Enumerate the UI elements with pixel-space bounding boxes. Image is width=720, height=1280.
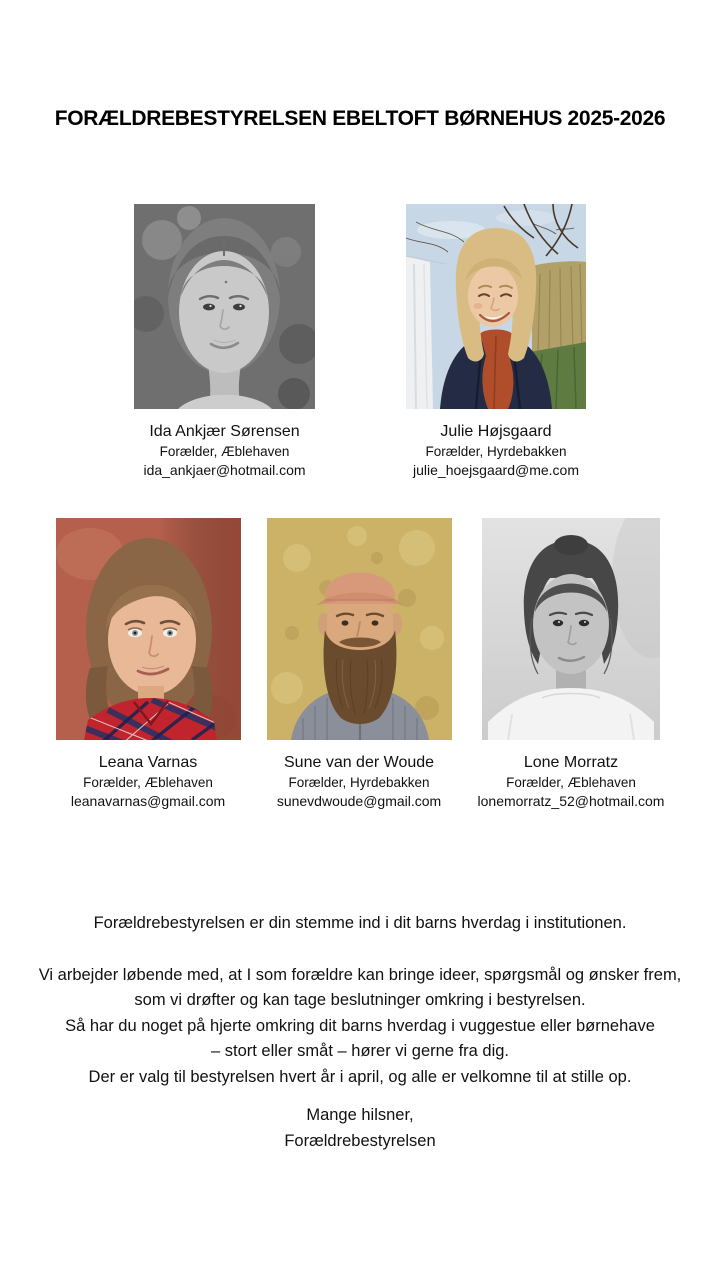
photo-sune — [267, 518, 452, 740]
portrait-photo-leana — [56, 518, 241, 740]
person-name: Ida Ankjær Sørensen — [149, 423, 300, 440]
portrait-photo-sune — [267, 518, 452, 740]
portrait-photo-lone — [482, 518, 660, 740]
signoff — [0, 1103, 720, 1154]
photo-julie — [406, 204, 586, 409]
person-card-lone — [478, 518, 665, 811]
person-card-sune — [267, 518, 452, 811]
info-line: Der er valg til bestyrelsen hvert år i april, og alle er velkomne til at stille op. — [88, 1067, 632, 1086]
person-name: Julie Højsgaard — [440, 423, 552, 440]
info-line: – stort eller småt – hører vi gerne fra dig. — [210, 1042, 510, 1060]
info-paragraph — [0, 963, 720, 1091]
person-name: Lone Morratz — [523, 754, 619, 771]
person-email: sunevdwoude@gmail.com — [276, 793, 442, 809]
board-members-row-1 — [0, 204, 720, 480]
info-line: som vi drøfter og kan tage beslutninger omkring i bestyrelsen. — [134, 991, 586, 1009]
portrait-photo-ida — [134, 204, 315, 409]
photo-ida — [134, 204, 315, 409]
photo-lone — [482, 518, 660, 740]
person-role: Forælder, Hyrdebakken — [425, 444, 567, 459]
person-email: lonemorratz_52@hotmail.com — [477, 793, 665, 809]
person-name: Leana Varnas — [98, 754, 198, 771]
person-email: ida_ankjaer@hotmail.com — [143, 462, 306, 478]
info-line: Vi arbejder løbende med, at I som forældre kan bringe ideer, spørgsmål og ønsker frem, — [38, 965, 682, 984]
person-role: Forælder, Hyrdebakken — [288, 775, 430, 790]
photo-leana — [56, 518, 241, 740]
person-card-ida — [134, 204, 315, 480]
person-email: julie_hoejsgaard@me.com — [413, 462, 579, 478]
board-members-row-2 — [0, 518, 720, 811]
person-role: Forælder, Æblehaven — [159, 444, 290, 459]
person-role: Forælder, Æblehaven — [506, 775, 636, 790]
person-caption — [277, 752, 441, 811]
info-line: Så har du noget på hjerte omkring dit barns hverdag i vuggestue eller børnehave — [65, 1016, 655, 1035]
info-text-section — [0, 911, 720, 1154]
signoff-line: Forældrebestyrelsen — [284, 1131, 436, 1150]
signoff-line: Mange hilsner, — [306, 1106, 414, 1124]
person-caption — [413, 421, 579, 480]
portrait-photo-julie — [406, 204, 586, 409]
person-caption — [478, 752, 665, 811]
page-title: FORÆLDREBESTYRELSEN EBELTOFT BØRNEHUS 2025-2026 — [54, 107, 666, 130]
person-card-julie — [406, 204, 586, 480]
person-role: Forælder, Æblehaven — [83, 775, 213, 790]
person-card-leana — [56, 518, 241, 811]
info-intro-line: Forældrebestyrelsen er din stemme ind i dit barns hverdag i institutionen. — [93, 914, 627, 932]
person-name: Sune van der Woude — [284, 754, 435, 771]
person-caption — [143, 421, 305, 480]
person-caption — [71, 752, 225, 811]
person-email: leanavarnas@gmail.com — [70, 793, 226, 809]
